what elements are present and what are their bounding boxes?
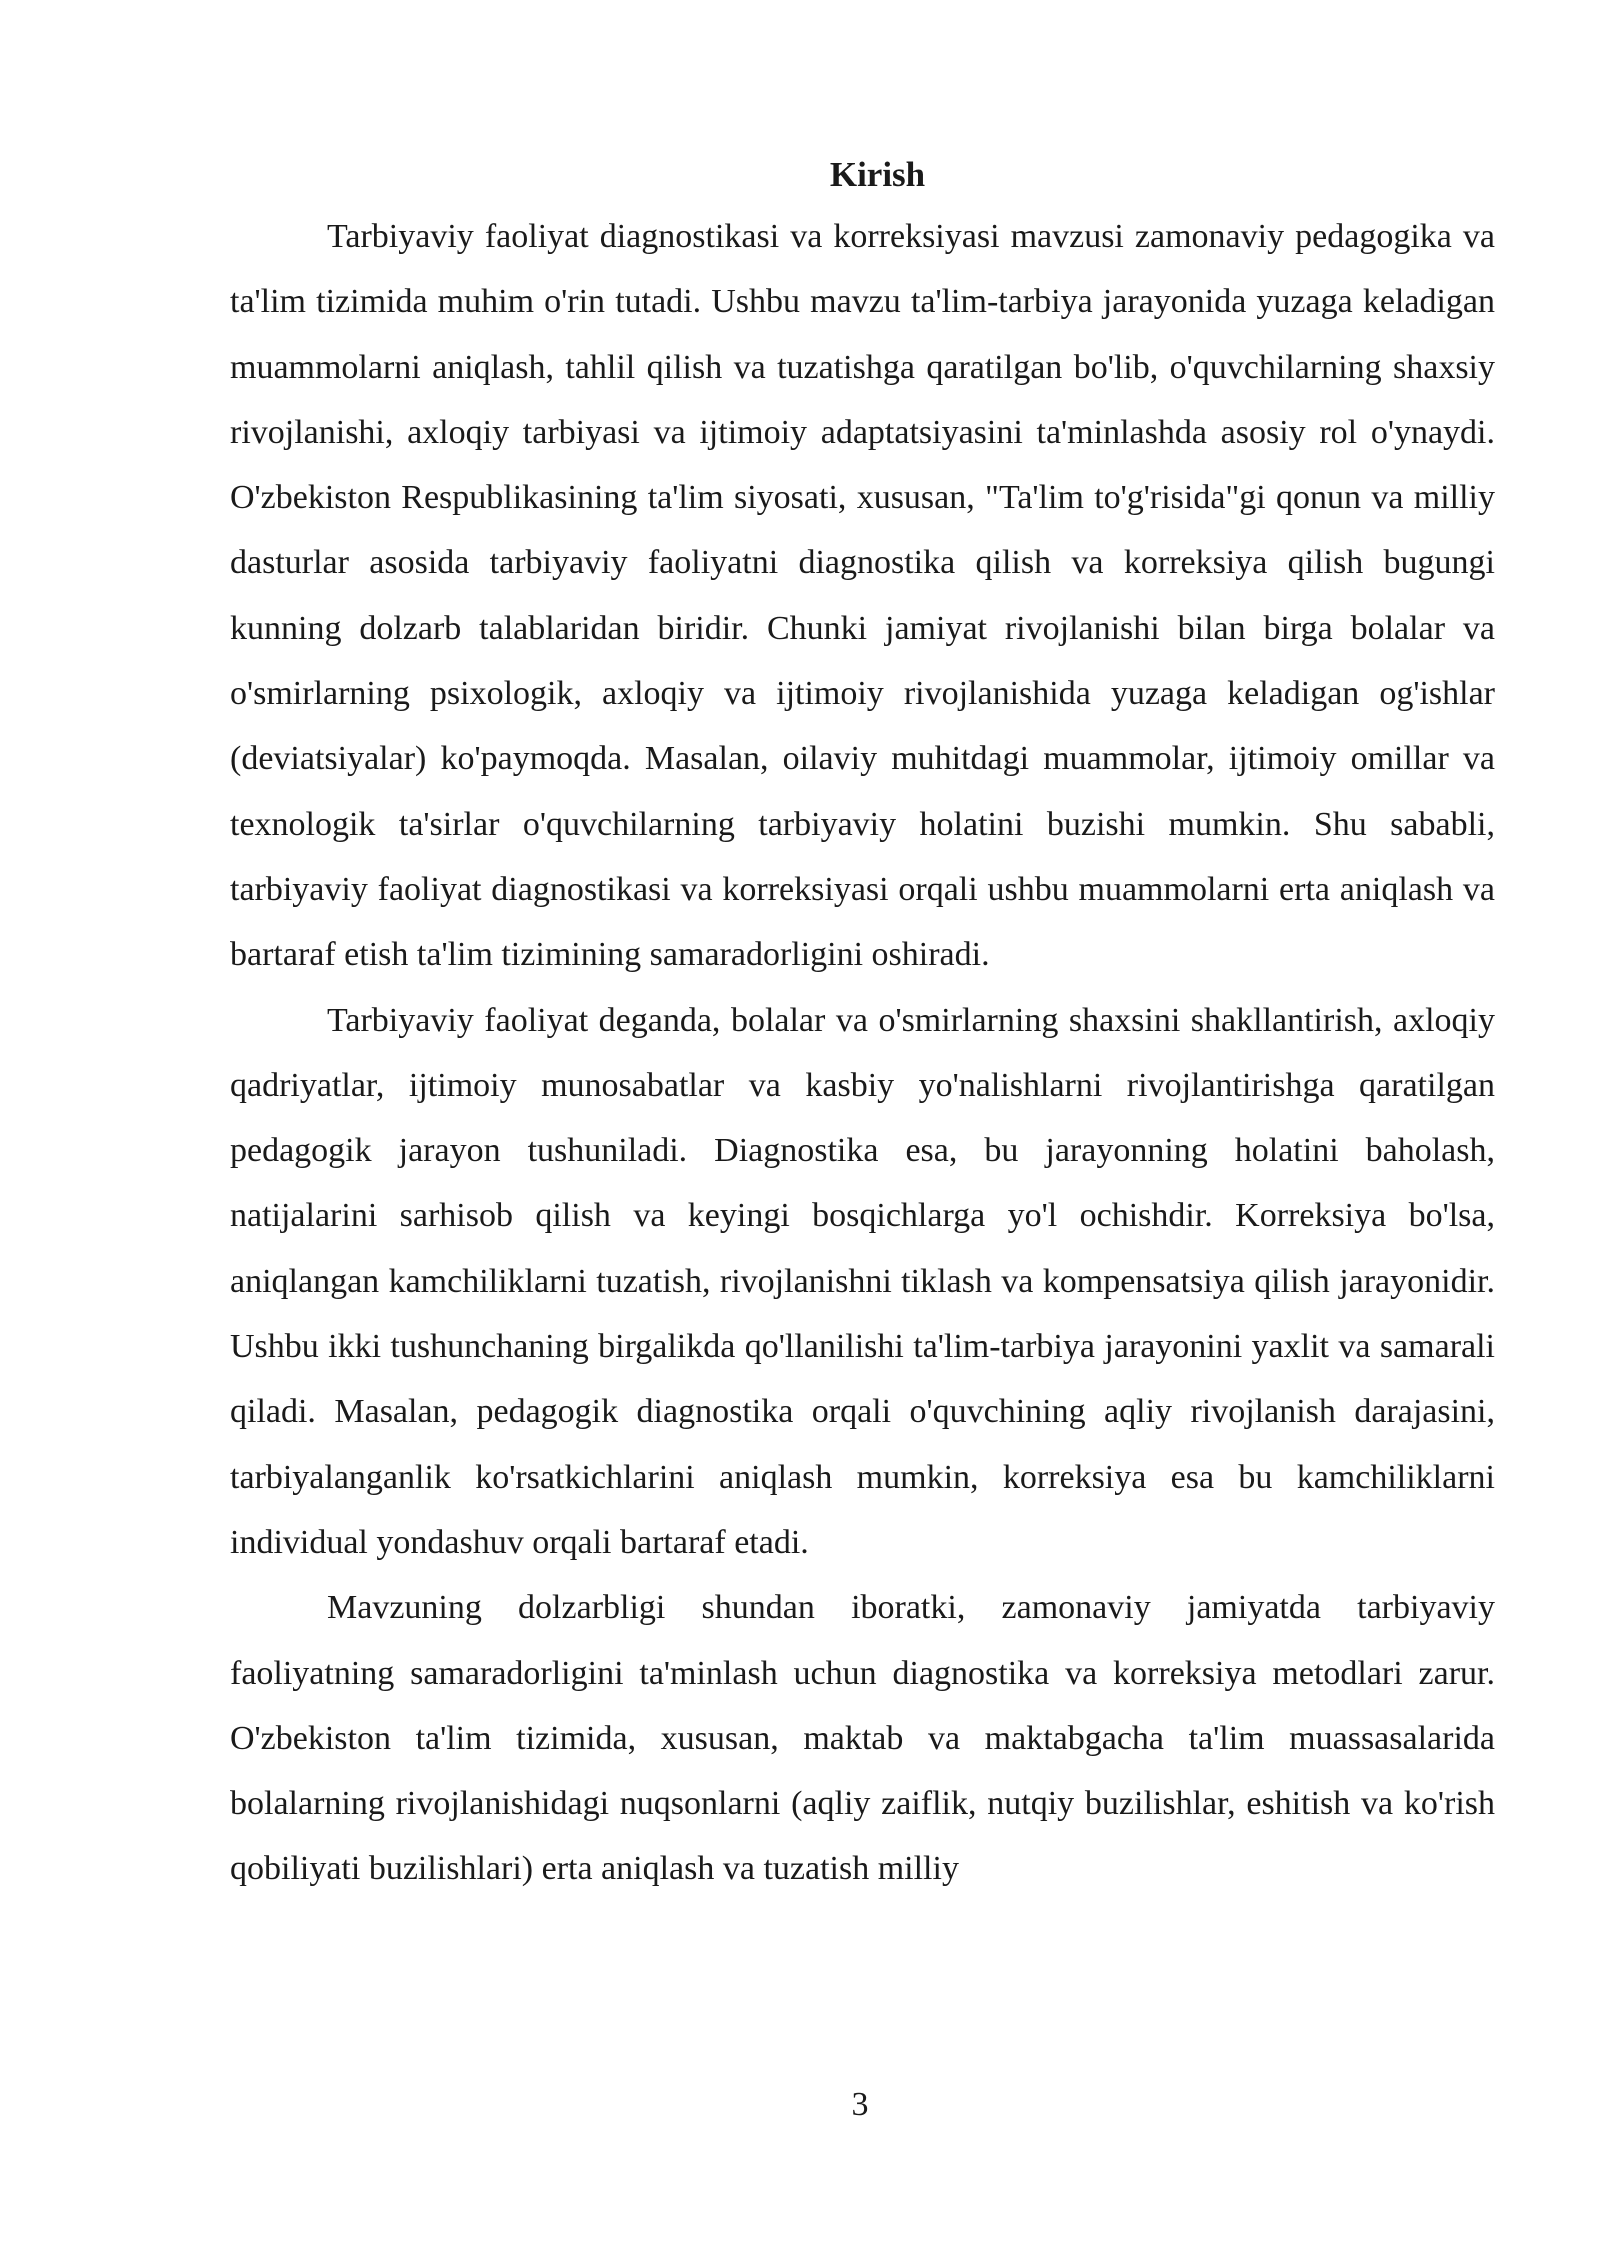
paragraph-1: Tarbiyaviy faoliyat diagnostikasi va korreksiyasi mavzusi zamonaviy pedagogika va ta'lim tizimida muhim o'rin tutadi. Ushbu mavzu ta'lim-tarbiya jarayonida yuzaga keladigan muammolarni aniqlash, tahlil qilish va tuzatishga qaratilgan bo'lib, o'quvchilarning shaxsiy rivojlanishi, axloqiy tarbiyasi va ijtimoiy adaptatsiyasini ta'minlashda asosiy rol o'ynaydi. O'zbekiston Respublikasining ta'lim siyosati, xususan, "Ta'lim to'g'risida"gi qonun va milliy dasturlar asosida tarbiyaviy faoliyatni diagnostika qilish va korreksiya qilish bugungi kunning dolzarb talablaridan biridir. Chunki jamiyat rivojlanishi bilan birga bolalar va o'smirlarning psixologik, axloqiy va ijtimoiy rivojlanishida yuzaga keladigan og'ishlar (deviatsiyalar) ko'paymoqda. Masalan, oilaviy muhitdagi muammolar, ijtimoiy omillar va texnologik ta'sirlar o'quvchilarning tarbiyaviy holatini buzishi mumkin. Shu sababli, tarbiyaviy faoliyat diagnostikasi va korreksiyasi orqali ushbu muammolarni erta aniqlash va bartaraf etish ta'lim tizimining samaradorligini oshiradi. xyxy=(230,218,1495,974)
page-number: 3 xyxy=(851,2086,869,2123)
paragraph-2: Tarbiyaviy faoliyat deganda, bolalar va o'smirlarning shaxsini shakllantirish, axloqiy qadriyatlar, ijtimoiy munosabatlar va kasbiy yo'nalishlarni rivojlantirishga qaratilgan pedagogik jarayon tushuniladi. Diagnostika esa, bu jarayonning holatini baholash, natijalarini sarhisob qilish va keyingi bosqichlarga yo'l ochishdir. Korreksiya bo'lsa, aniqlangan kamchiliklarni tuzatish, rivojlanishni tiklash va kompensatsiya qilish jarayonidir. Ushbu ikki tushunchaning birgalikda qo'llanilishi ta'lim-tarbiya jarayonini yaxlit va samarali qiladi. Masalan, pedagogik diagnostika orqali o'quvchining aqliy rivojlanish darajasini, tarbiyalanganlik ko'rsatkichlarini aniqlash mumkin, korreksiya esa bu kamchiliklarni individual yondashuv orqali bartaraf etadi. xyxy=(230,1001,1495,1561)
page-content xyxy=(230,148,1495,1902)
paragraph-3: Mavzuning dolzarbligi shundan iboratki, zamonaviy jamiyatda tarbiyaviy faoliyatning samaradorligini ta'minlash uchun diagnostika va korreksiya metodlari zarur. O'zbekiston ta'lim tizimida, xususan, maktab va maktabgacha ta'lim muassasalarida bolalarning rivojlanishidagi nuqsonlarni (aqliy zaiflik, nutqiy buzilishlar, eshitish va ko'rish qobiliyati buzilishlari) erta aniqlash va tuzatish milliy xyxy=(230,1589,1495,1888)
section-title: Kirish xyxy=(829,155,926,194)
